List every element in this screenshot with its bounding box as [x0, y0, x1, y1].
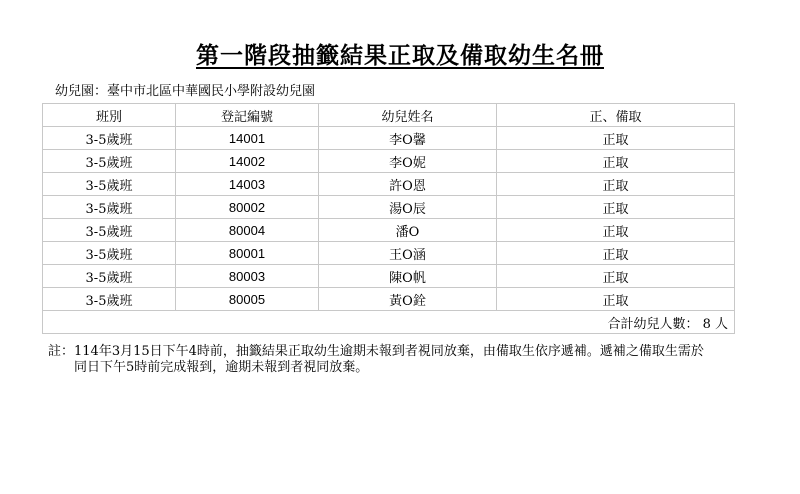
cell-child-name: 王O涵: [319, 242, 497, 265]
cell-class: 3-5歲班: [43, 242, 176, 265]
cell-class: 3-5歲班: [43, 150, 176, 173]
cell-admission-status: 正取: [497, 150, 735, 173]
cell-child-name: 湯O辰: [319, 196, 497, 219]
cell-class: 3-5歲班: [43, 288, 176, 311]
cell-child-name: 許O恩: [319, 173, 497, 196]
header-admission-status: 正、備取: [497, 104, 735, 127]
note-line-2: 同日下午5時前完成報到，逾期未報到者視同放棄。: [74, 360, 369, 375]
cell-class: 3-5歲班: [43, 127, 176, 150]
cell-reg-number: 80002: [176, 196, 319, 219]
cell-reg-number: 80001: [176, 242, 319, 265]
kindergarten-name: 幼兒園：臺中市北區中華國民小學附設幼兒園: [55, 84, 316, 99]
table-row: [43, 127, 735, 150]
table-row: [43, 219, 735, 242]
cell-class: 3-5歲班: [43, 196, 176, 219]
cell-class: 3-5歲班: [43, 265, 176, 288]
table-header-row: [43, 104, 735, 127]
table-row: [43, 288, 735, 311]
cell-reg-number: 80004: [176, 219, 319, 242]
cell-admission-status: 正取: [497, 196, 735, 219]
cell-child-name: 黃O銓: [319, 288, 497, 311]
table-total-row: [43, 311, 735, 334]
header-child-name: 幼兒姓名: [319, 104, 497, 127]
cell-reg-number: 14001: [176, 127, 319, 150]
table-row: [43, 173, 735, 196]
page-title: [0, 37, 800, 70]
cell-child-name: 陳O帆: [319, 265, 497, 288]
table-row: [43, 150, 735, 173]
cell-admission-status: 正取: [497, 265, 735, 288]
cell-admission-status: 正取: [497, 288, 735, 311]
cell-admission-status: 正取: [497, 242, 735, 265]
note: [48, 344, 748, 376]
total-count: 合計幼兒人數： 8 人: [43, 311, 735, 334]
note-line-1: 註：114年3月15日下午4時前，抽籤結果正取幼生逾期未報到者視同放棄，由備取生依序遞補。遞補之備取生需於: [48, 344, 704, 359]
table-row: [43, 196, 735, 219]
cell-class: 3-5歲班: [43, 173, 176, 196]
cell-admission-status: 正取: [497, 173, 735, 196]
cell-class: 3-5歲班: [43, 219, 176, 242]
cell-reg-number: 14002: [176, 150, 319, 173]
header-reg-number: 登記編號: [176, 104, 319, 127]
cell-child-name: 李O馨: [319, 127, 497, 150]
result-table: [42, 103, 735, 334]
page-title-text: 第一階段抽籤結果正取及備取幼生名冊: [196, 42, 604, 69]
table-row: [43, 242, 735, 265]
cell-admission-status: 正取: [497, 219, 735, 242]
cell-reg-number: 14003: [176, 173, 319, 196]
cell-reg-number: 80005: [176, 288, 319, 311]
cell-child-name: 潘O: [319, 219, 497, 242]
header-class: 班別: [43, 104, 176, 127]
cell-admission-status: 正取: [497, 127, 735, 150]
cell-child-name: 李O妮: [319, 150, 497, 173]
cell-reg-number: 80003: [176, 265, 319, 288]
table-row: [43, 265, 735, 288]
